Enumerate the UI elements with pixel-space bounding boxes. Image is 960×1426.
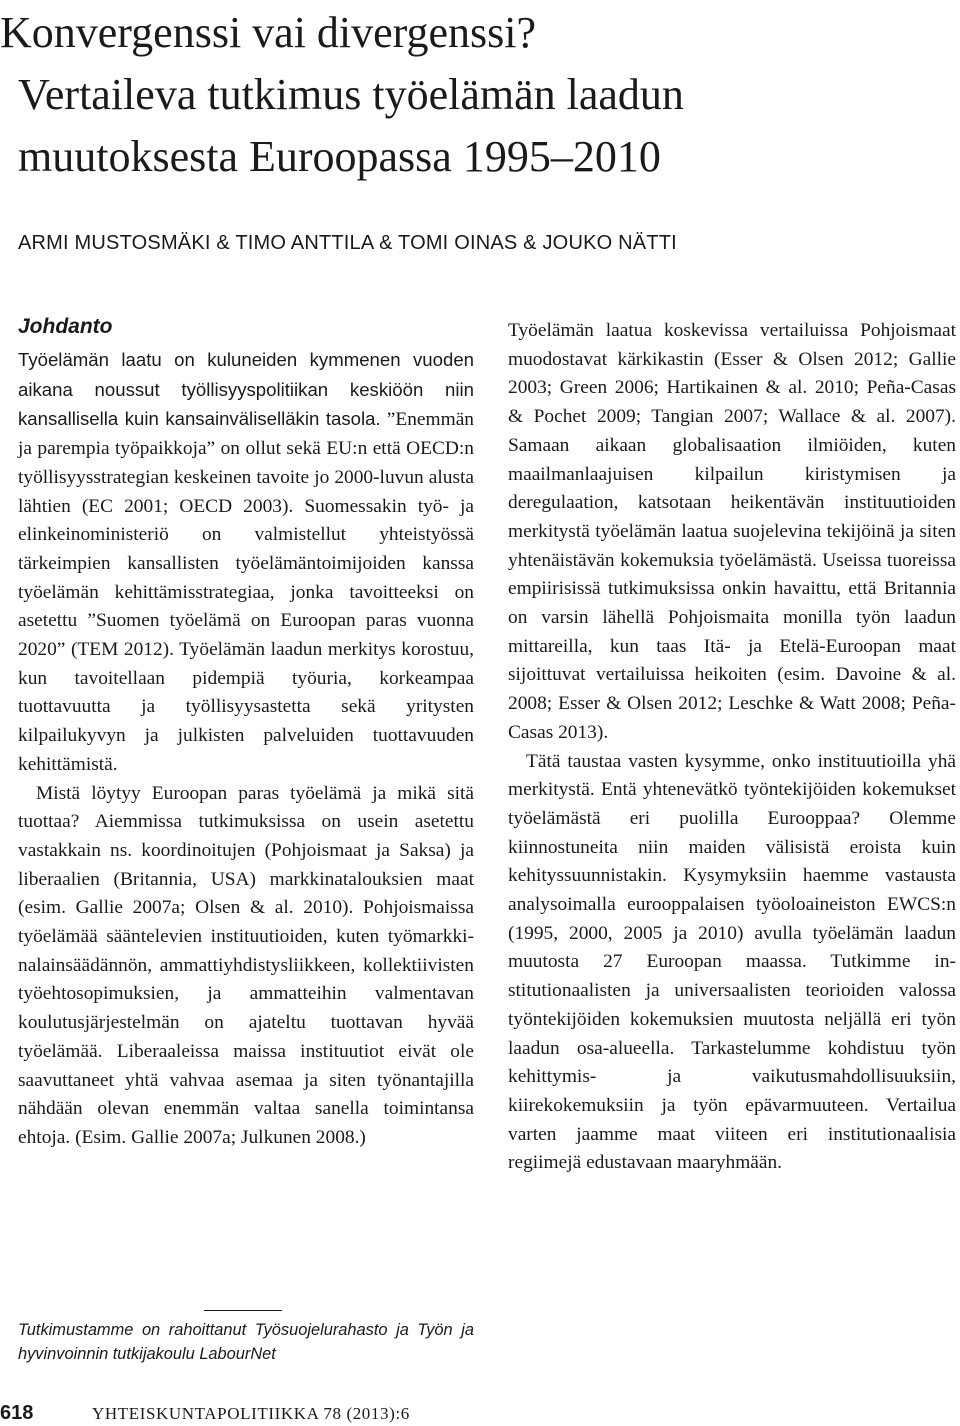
intro-paragraph <box>18 346 474 780</box>
title-line-1: Konvergenssi vai divergenssi? <box>0 8 537 57</box>
author-list: ARMI MUSTOSMÄKI & TIMO ANTTILA & TOMI OINAS & JOUKO NÄTTI <box>18 232 677 254</box>
title-line-2: Vertaileva tutkimus työelämän laadun <box>18 70 684 119</box>
article-title <box>0 2 940 188</box>
section-heading: Johdanto <box>18 315 113 338</box>
right-column <box>508 317 956 1178</box>
paragraph-2: Mistä löytyy Euroopan paras työelämä ja mikä sitä tuottaa? Aiemmissa tutkimuksissa on usein asetettu vastakkain ns. koordinoitujen (Pohjoismaat ja Saksa) ja liberaalien (Britannia, USA) markkinatalouksien maat (esim. Gallie 2007a; Olsen & al. 2010). Pohjoismaissa työelämää sääntelevien instituutioiden, kuten työmarkkinalainsäädännön, ammattiyhdistysliikkeen, kollektiivisten työehtosopimuksien, ja ammatteihin valmentavan koulutusjärjestelmän on ajateltu tuottavan hyvää työelämää. Liberaaleissa maissa instituutiot eivät ole saavuttaneet yhtä vahvaa asemaa ja siten työnantajilla nähdään olevan enemmän valtaa sanella toimintansa ehtoja. (Esim. Gallie 2007a; Julkunen 2008.) <box>18 782 474 1148</box>
paragraph-3: Työelämän laatua koskevissa vertailuissa Pohjoismaat muodostavat kärkikastin (Esser & Olsen 2012; Gallie 2003; Green 2006; Hartikainen & al. 2010; Peña-Casas & Pochet 2009; Tangian 2007; Wallace & al. 2007). Samaan aikaan globalisaation ilmiöiden, kuten maailmanlaajuisen kilpailun kiristymisen ja deregulaation, katsotaan heikentävän instituutioiden merkitystä työelämän laatua suojelevina tekijöinä ja siten yhtenäistävän kokemuksia työelämästä. Useissa tuoreissa empiirisissä tutkimuksissa onkin havaittu, että Britannia on varsin lähellä Pohjoismaita monilla työn laadun mittareilla, kun taas Itä- ja Etelä-Euroopan maat sijoittuvat vertailuissa heikoiten (esim. Davoine & al. 2008; Esser & Olsen 2012; Leschke & Watt 2008; Peña-Casas 2013). <box>508 320 956 743</box>
paragraph-4: Tätä taustaa vasten kysymme, onko instituutioilla yhä merkitystä. Entä yhtenevätkö työntekijöiden kokemukset työelämästä eri puolilla Eurooppaa? Olemme kiinnostuneita niin maiden välisistä eroista kuin kehityssuunnistakin. Kysymyksiin haemme vastausta analysoimalla eurooppalaisen työoloaineiston EWCS:n (1995, 2000, 2005 ja 2010) avulla työelämän laadun muutosta 27 Euroopan maassa. Tutkimme institutionaalisten ja universaalisten teorioiden valossa työntekijöiden kokemuksien muutosta neljällä eri työn laadun osa-alueella. Tarkastelumme kohdistuu työn kehittymis- ja vaikutusmahdollisuuksiin, kiirekokemuksiin ja työn epävarmuuteen. Vertailua varten jaamme maat viiteen eri institutionaalisia regiimejä edustavaan maaryhmään. <box>508 750 956 1174</box>
footnote: Tutkimustamme on rahoittanut Työsuojelurahasto ja Työn ja hyvinvoinnin tutkijakoulu LabourNet <box>18 1321 474 1363</box>
title-line-3: muutoksesta Euroopassa 1995–2010 <box>18 132 661 181</box>
intro-body-text: ”Enemmän ja parempia työpaikkoja” on ollut sekä EU:n että OECD:n työllisyysstrategian keskeinen tavoite jo 2000-luvun alusta lähtien (EC 2001; OECD 2003). Suomessakin työ- ja elinkeinoministeriö on valmistellut yhteistyössä tärkeimpien kansallisten työelämäntoimijoiden kanssa työelämän kehittämisstrategiaa, jonka tavoitteeksi on asetettu ”Suomen työelämä on Euroopan paras vuonna 2020” (TEM 2012). Työelämän laadun merkitys korostuu, kun tavoitellaan pidempiä työuria, korkeampaa tuottavuutta ja työllisyysastetta sekä yritysten kilpailukyvyn ja julkisten palveluiden tuottavuuden kehittämistä. <box>18 409 474 775</box>
journal-name: YHTEISKUNTAPOLITIIKKA 78 (2013):6 <box>92 1404 410 1423</box>
intro-lead-text: Työelämän laatu on kuluneiden kymmenen vuoden aikana noussut työllisyyspolitiikan keskiöön niin kansallisella kuin kansainväliselläkin tasola. <box>18 349 474 430</box>
footnote-divider <box>204 1310 282 1311</box>
page-number: 618 <box>0 1402 34 1424</box>
left-column <box>18 314 474 1153</box>
